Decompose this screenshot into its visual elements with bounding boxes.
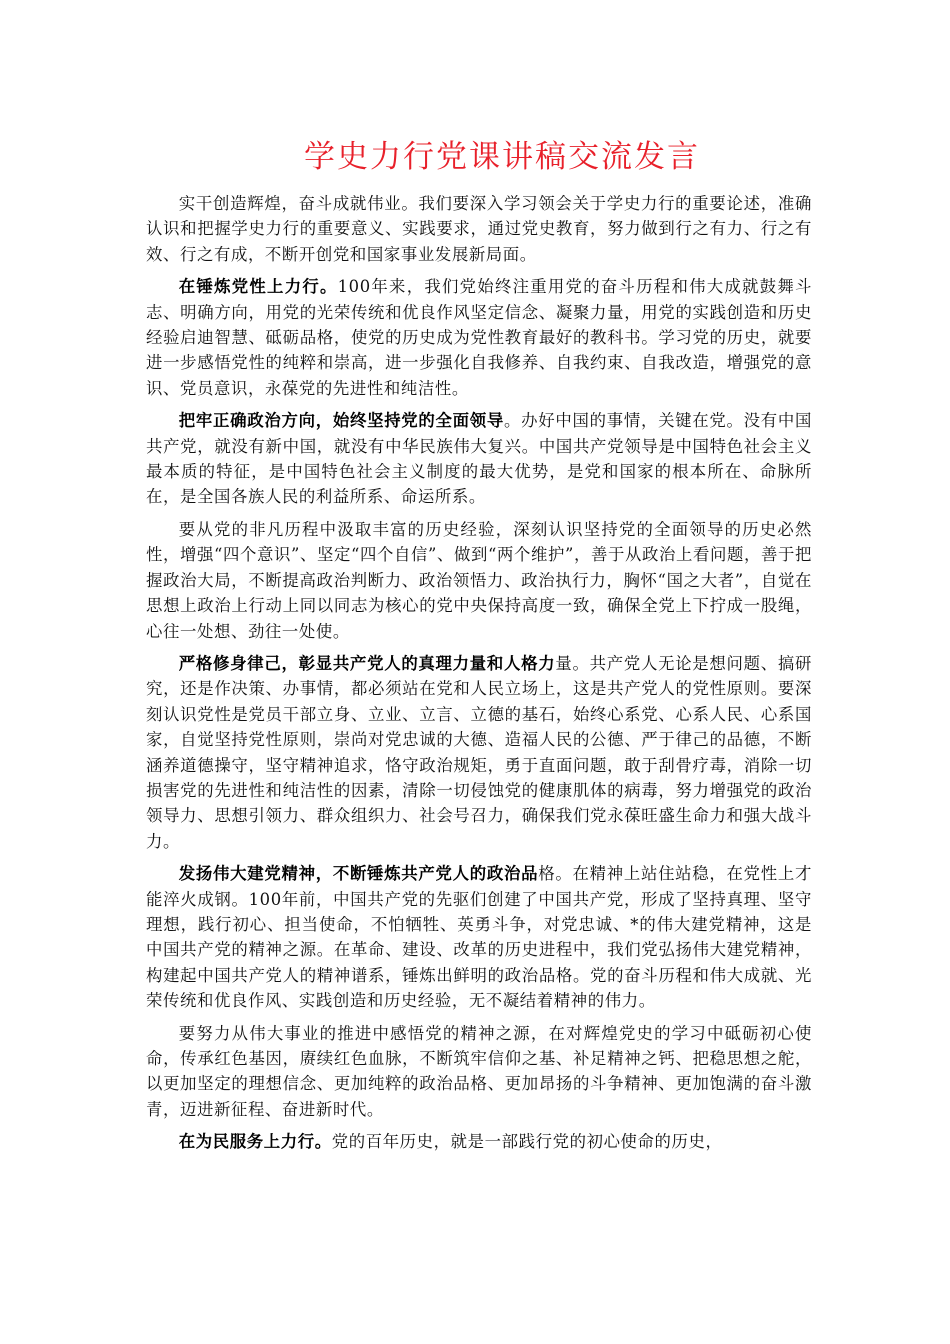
paragraph-intro <box>146 191 812 267</box>
paragraph-text: 。办好中国的事情，关键在党。没有中国共产党，就没有新中国，就没有中华民族伟大复兴。中国共产党领导是中国特色社会主义最本质的特征，是中国特色社会主义制度的最大优势，是党和国家的根本所在、命脉所在，是全国各族人民的利益所系、命运所系。 <box>146 411 812 507</box>
paragraph-text: 要从党的非凡历程中汲取丰富的历史经验，深刻认识坚持党的全面领导的历史必然性，增强“四个意识”、坚定“四个自信”、做到“两个维护”，善于从政治上看问题，善于把握政治大局，不断提高政治判断力、政治领悟力、政治执行力，胸怀“国之大者”，自觉在思想上政治上行动上同以同志为核心的党中央保持高度一致，确保全党上下拧成一股绳，心往一处想、劲往一处使。 <box>146 519 812 641</box>
paragraph-text: 党的百年历史，就是一部践行党的初心使命的历史， <box>331 1132 723 1152</box>
page-title: 学史力行党课讲稿交流发言 <box>304 139 700 175</box>
paragraph-text: 量。共产党人无论是想问题、搞研究，还是作决策、办事情，都必须站在党和人民立场上，这是共产党人的党性原则。要深刻认识党性是党员干部立身、立业、立言、立德的基石，始终心系党、心系人民、心系国家，自觉坚持党性原则，崇尚对党忠诚的大德、造福人民的公德、严于律己的品德，不断涵养道德操守，坚守精神追求，恪守政治规矩，勇于直面问题，敢于刮骨疗毒，消除一切损害党的先进性和纯洁性的因素，清除一切侵蚀党的健康肌体的病毒，努力增强党的政治领导力、思想引领力、群众组织力、社会号召力，确保我们党永葆旺盛生命力和强大战斗力。 <box>146 653 813 851</box>
paragraph-self-discipline <box>146 651 812 854</box>
paragraph-political-direction <box>146 408 812 510</box>
paragraph-founding-spirit <box>146 861 812 1013</box>
paragraph-text: 要努力从伟大事业的推进中感悟党的精神之源，在对辉煌党史的学习中砥砺初心使命，传承红色基因，赓续红色血脉，不断筑牢信仰之基、补足精神之钙、把稳思想之舵，以更加坚定的理想信念、更加纯粹的政治品格、更加昂扬的斗争精神、更加饱满的奋斗激青，迈进新征程、奋进新时代。 <box>146 1023 812 1119</box>
paragraph-lead: 把牢正确政治方向，始终坚持党的全面领导 <box>178 411 505 431</box>
paragraph-text: 实干创造辉煌，奋斗成就伟业。我们要深入学习领会关于学史力行的重要论述，准确认识和把握学史力行的重要意义、实践要求，通过党史教育，努力做到行之有力、行之有效、行之有成，不断开创党和国家事业发展新局面。 <box>146 194 812 264</box>
paragraph-lead: 在锤炼党性上力行。 <box>178 277 338 297</box>
paragraph-text: 格。在精神上站住站稳，在党性上才能淬火成钢。100年前，中国共产党的先驱们创建了中国共产党，形成了坚持真理、坚守理想，践行初心、担当使命，不怕牺牲、英勇斗争，对党忠诚、*的伟大建党精神，这是中国共产党的精神之源。在革命、建设、改革的历史进程中，我们党弘扬伟大建党精神，构建起中国共产党人的精神谱系，锤炼出鲜明的政治品格。党的奋斗历程和伟大成就、光荣传统和优良作风、实践创造和历史经验，无不凝结着精神的伟力。 <box>146 864 812 1011</box>
paragraph-historical-experience <box>146 517 812 644</box>
paragraph-lead: 在为民服务上力行。 <box>178 1132 332 1152</box>
paragraph-spiritual-source <box>146 1021 812 1123</box>
paragraph-serving-people <box>146 1129 812 1154</box>
paragraph-party-spirit <box>146 274 812 401</box>
paragraph-lead: 严格修身律己，彰显共产党人的真理力量和人格力 <box>178 653 556 673</box>
paragraph-text: 100年来，我们党始终注重用党的奋斗历程和伟大成就鼓舞斗志、明确方向，用党的光荣传统和优良作风坚定信念、凝聚力量，用党的实践创造和历史经验启迪智慧、砥砺品格，使党的历史成为党性教育最好的教科书。学习党的历史，就要进一步感悟党性的纯粹和崇高，进一步强化自我修养、自我约束、自我改造，增强党的意识、党员意识，永葆党的先进性和纯洁性。 <box>146 277 812 398</box>
paragraph-lead: 发扬伟大建党精神，不断锤炼共产党人的政治品 <box>178 864 539 884</box>
